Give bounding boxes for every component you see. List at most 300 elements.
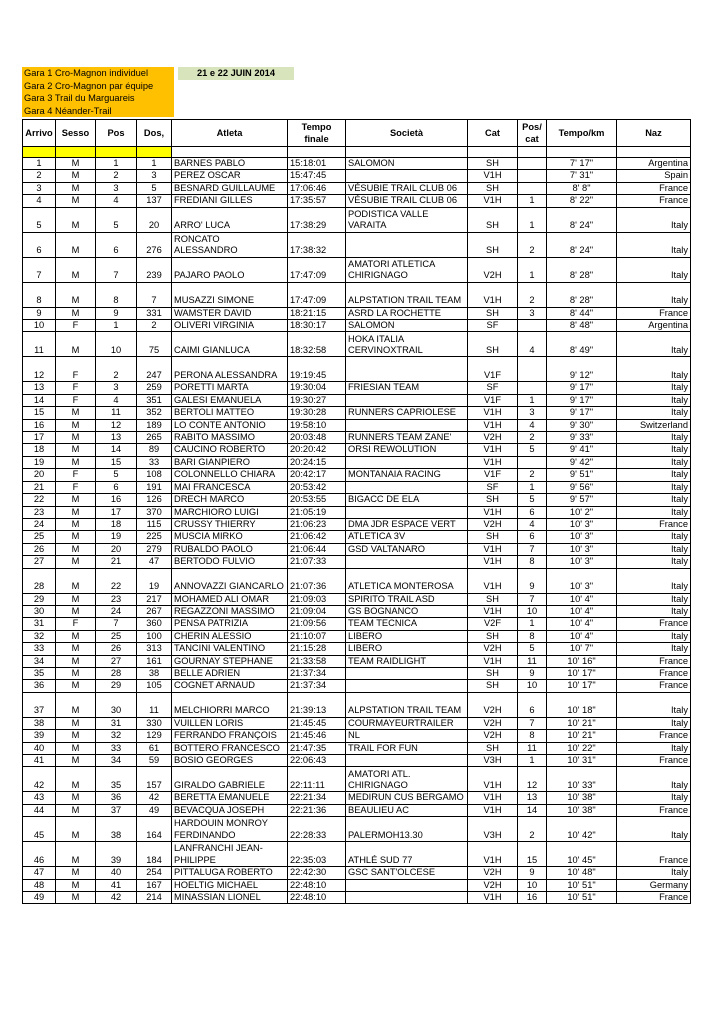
table-row	[23, 232, 691, 257]
blank-cell	[346, 147, 468, 158]
cell-cat: V2H	[468, 257, 518, 282]
cell-tempokm: 10' 22"	[547, 742, 617, 754]
cell-pos: 1	[96, 158, 137, 170]
cell-atleta: GOURNAY STEPHANE	[172, 655, 288, 667]
cell-tempokm: 10' 51"	[547, 879, 617, 891]
legend-gara-3: Gara 3 Trail du Marguareis	[22, 92, 174, 105]
cell-atleta: MAI FRANCESCA	[172, 481, 288, 493]
header-sesso: Sesso	[56, 120, 96, 147]
cell-atleta: PEREZ OSCAR	[172, 170, 288, 182]
cell-sesso: M	[56, 282, 96, 307]
cell-atleta: MARCHIORO LUIGI	[172, 506, 288, 518]
blank-cell	[172, 147, 288, 158]
table-row	[23, 257, 691, 282]
cell-tempo: 19:30:27	[288, 394, 346, 406]
cell-cat: V1H	[468, 655, 518, 667]
cell-tempokm: 10' 4"	[547, 618, 617, 630]
cell-atleta: BOSIO GEORGES	[172, 755, 288, 767]
cell-atleta: MELCHIORRI MARCO	[172, 692, 288, 717]
cell-arrivo: 41	[23, 755, 56, 767]
cell-arrivo: 30	[23, 605, 56, 617]
cell-naz: Italy	[617, 568, 691, 593]
header-dos: Dos,	[137, 120, 172, 147]
cell-pos: 38	[96, 817, 137, 842]
cell-sesso: F	[56, 618, 96, 630]
cell-pos: 2	[96, 170, 137, 182]
table-row	[23, 817, 691, 842]
cell-dos: 2	[137, 320, 172, 332]
cell-sesso: M	[56, 257, 96, 282]
cell-poscat: 15	[518, 842, 547, 867]
cell-cat: SH	[468, 593, 518, 605]
cell-tempo: 22:48:10	[288, 879, 346, 891]
cell-societa: VÉSUBIE TRAIL CLUB 06	[346, 195, 468, 207]
cell-dos: 3	[137, 170, 172, 182]
cell-societa	[346, 419, 468, 431]
table-row	[23, 568, 691, 593]
cell-naz: France	[617, 680, 691, 692]
cell-naz: Italy	[617, 407, 691, 419]
cell-arrivo: 31	[23, 618, 56, 630]
cell-cat: V1H	[468, 842, 518, 867]
cell-societa: GSD VALTANARO	[346, 543, 468, 555]
cell-tempokm: 10' 3"	[547, 518, 617, 530]
cell-sesso: F	[56, 481, 96, 493]
cell-tempo: 21:07:36	[288, 568, 346, 593]
cell-dos: 276	[137, 232, 172, 257]
cell-tempo: 21:06:42	[288, 531, 346, 543]
cell-tempo: 22:21:36	[288, 804, 346, 816]
table-row	[23, 543, 691, 555]
cell-tempo: 20:53:42	[288, 481, 346, 493]
cell-poscat: 4	[518, 419, 547, 431]
cell-cat: V1F	[468, 469, 518, 481]
cell-poscat: 5	[518, 643, 547, 655]
cell-poscat: 1	[518, 195, 547, 207]
cell-tempokm: 9' 12"	[547, 357, 617, 382]
cell-pos: 24	[96, 605, 137, 617]
cell-sesso: M	[56, 543, 96, 555]
cell-tempo: 15:18:01	[288, 158, 346, 170]
cell-tempokm: 8' 44"	[547, 307, 617, 319]
cell-naz: Italy	[617, 207, 691, 232]
cell-atleta: PERONA ALESSANDRA	[172, 357, 288, 382]
cell-arrivo: 25	[23, 531, 56, 543]
cell-pos: 4	[96, 195, 137, 207]
cell-pos: 17	[96, 506, 137, 518]
cell-societa	[346, 394, 468, 406]
cell-atleta: BERTOLI MATTEO	[172, 407, 288, 419]
cell-atleta: FERRANDO FRANÇOIS	[172, 730, 288, 742]
cell-cat: V2H	[468, 518, 518, 530]
table-row	[23, 804, 691, 816]
cell-dos: 49	[137, 804, 172, 816]
cell-pos: 2	[96, 357, 137, 382]
cell-sesso: M	[56, 767, 96, 792]
cell-sesso: M	[56, 842, 96, 867]
cell-tempo: 21:07:33	[288, 556, 346, 568]
cell-arrivo: 10	[23, 320, 56, 332]
cell-arrivo: 15	[23, 407, 56, 419]
cell-dos: 259	[137, 382, 172, 394]
cell-cat: V1H	[468, 892, 518, 904]
header-pos: Pos	[96, 120, 137, 147]
cell-cat: V1H	[468, 456, 518, 468]
cell-poscat: 2	[518, 232, 547, 257]
cell-sesso: M	[56, 655, 96, 667]
cell-societa	[346, 506, 468, 518]
cell-poscat: 9	[518, 568, 547, 593]
cell-sesso: M	[56, 792, 96, 804]
cell-tempokm: 8' 22"	[547, 195, 617, 207]
cell-sesso: M	[56, 158, 96, 170]
cell-tempokm: 10' 2"	[547, 506, 617, 518]
cell-cat: V1H	[468, 605, 518, 617]
cell-societa: VÉSUBIE TRAIL CLUB 06	[346, 182, 468, 194]
table-row	[23, 394, 691, 406]
cell-atleta: BEVACQUA JOSEPH	[172, 804, 288, 816]
cell-cat: SH	[468, 667, 518, 679]
cell-pos: 28	[96, 667, 137, 679]
cell-sesso: F	[56, 382, 96, 394]
cell-tempo: 18:32:58	[288, 332, 346, 357]
cell-pos: 22	[96, 568, 137, 593]
cell-tempokm: 10' 4"	[547, 630, 617, 642]
table-row	[23, 332, 691, 357]
cell-naz: Italy	[617, 456, 691, 468]
cell-societa: SALOMON	[346, 158, 468, 170]
cell-naz: Germany	[617, 879, 691, 891]
cell-tempo: 21:37:34	[288, 680, 346, 692]
cell-dos: 33	[137, 456, 172, 468]
cell-sesso: M	[56, 593, 96, 605]
cell-poscat: 16	[518, 892, 547, 904]
cell-sesso: M	[56, 804, 96, 816]
cell-dos: 191	[137, 481, 172, 493]
cell-societa: NL	[346, 730, 468, 742]
cell-naz: Italy	[617, 444, 691, 456]
cell-atleta: CAUCINO ROBERTO	[172, 444, 288, 456]
table-row	[23, 170, 691, 182]
cell-sesso: M	[56, 867, 96, 879]
cell-tempo: 21:09:04	[288, 605, 346, 617]
cell-pos: 7	[96, 618, 137, 630]
cell-cat: SH	[468, 742, 518, 754]
cell-societa: ATLETICA 3V	[346, 531, 468, 543]
cell-sesso: M	[56, 494, 96, 506]
cell-pos: 19	[96, 531, 137, 543]
cell-sesso: M	[56, 456, 96, 468]
cell-atleta: COGNET ARNAUD	[172, 680, 288, 692]
cell-dos: 1	[137, 158, 172, 170]
header-societa: Società	[346, 120, 468, 147]
cell-tempokm: 9' 51"	[547, 469, 617, 481]
cell-poscat	[518, 382, 547, 394]
cell-pos: 5	[96, 469, 137, 481]
cell-pos: 37	[96, 804, 137, 816]
cell-dos: 108	[137, 469, 172, 481]
table-row	[23, 892, 691, 904]
cell-naz: Italy	[617, 232, 691, 257]
cell-societa: DMA JDR ESPACE VERT	[346, 518, 468, 530]
cell-tempokm: 9' 17"	[547, 382, 617, 394]
cell-tempokm: 10' 45"	[547, 842, 617, 867]
cell-poscat: 9	[518, 867, 547, 879]
cell-sesso: M	[56, 667, 96, 679]
cell-naz: Italy	[617, 692, 691, 717]
cell-sesso: M	[56, 605, 96, 617]
cell-dos: 217	[137, 593, 172, 605]
cell-dos: 352	[137, 407, 172, 419]
cell-sesso: M	[56, 568, 96, 593]
cell-atleta: BARNES PABLO	[172, 158, 288, 170]
cell-dos: 11	[137, 692, 172, 717]
cell-cat: SH	[468, 332, 518, 357]
cell-dos: 20	[137, 207, 172, 232]
cell-societa	[346, 755, 468, 767]
cell-tempo: 19:30:04	[288, 382, 346, 394]
cell-dos: 267	[137, 605, 172, 617]
cell-tempokm: 10' 18"	[547, 692, 617, 717]
cell-arrivo: 3	[23, 182, 56, 194]
table-row	[23, 382, 691, 394]
cell-poscat: 7	[518, 717, 547, 729]
cell-tempo: 21:06:23	[288, 518, 346, 530]
table-row	[23, 655, 691, 667]
cell-poscat: 13	[518, 792, 547, 804]
cell-pos: 12	[96, 419, 137, 431]
cell-tempokm: 10' 7"	[547, 643, 617, 655]
cell-arrivo: 13	[23, 382, 56, 394]
cell-societa: FRIESIAN TEAM	[346, 382, 468, 394]
cell-societa: ALPSTATION TRAIL TEAM	[346, 282, 468, 307]
cell-atleta: GIRALDO GABRIELE	[172, 767, 288, 792]
cell-pos: 26	[96, 643, 137, 655]
cell-tempo: 19:58:10	[288, 419, 346, 431]
cell-arrivo: 45	[23, 817, 56, 842]
cell-naz: Italy	[617, 531, 691, 543]
cell-cat: V2H	[468, 879, 518, 891]
cell-naz: Italy	[617, 543, 691, 555]
cell-tempokm: 9' 57"	[547, 494, 617, 506]
table-row	[23, 506, 691, 518]
cell-dos: 129	[137, 730, 172, 742]
cell-societa: RUNNERS CAPRIOLESE	[346, 407, 468, 419]
cell-societa	[346, 232, 468, 257]
cell-naz: France	[617, 182, 691, 194]
cell-cat: V2H	[468, 432, 518, 444]
cell-societa: PODISTICA VALLE VARAITA	[346, 207, 468, 232]
highlight-cell	[56, 147, 96, 158]
cell-atleta: WAMSTER DAVID	[172, 307, 288, 319]
cell-tempokm: 9' 17"	[547, 394, 617, 406]
cell-sesso: M	[56, 170, 96, 182]
cell-arrivo: 29	[23, 593, 56, 605]
cell-poscat: 8	[518, 556, 547, 568]
cell-sesso: M	[56, 506, 96, 518]
cell-dos: 167	[137, 879, 172, 891]
table-row	[23, 692, 691, 717]
cell-cat: V1H	[468, 282, 518, 307]
cell-sesso: M	[56, 307, 96, 319]
race-legend	[22, 67, 174, 117]
cell-pos: 23	[96, 593, 137, 605]
cell-societa	[346, 879, 468, 891]
cell-naz: France	[617, 842, 691, 867]
cell-arrivo: 8	[23, 282, 56, 307]
cell-tempo: 21:06:44	[288, 543, 346, 555]
cell-atleta: PAJARO PAOLO	[172, 257, 288, 282]
cell-arrivo: 22	[23, 494, 56, 506]
cell-naz: France	[617, 655, 691, 667]
cell-pos: 32	[96, 730, 137, 742]
cell-poscat: 10	[518, 680, 547, 692]
cell-atleta: BELLE ADRIEN	[172, 667, 288, 679]
cell-tempo: 20:20:42	[288, 444, 346, 456]
cell-societa	[346, 456, 468, 468]
cell-sesso: M	[56, 730, 96, 742]
table-row	[23, 792, 691, 804]
cell-sesso: F	[56, 320, 96, 332]
cell-naz: Italy	[617, 432, 691, 444]
cell-pos: 4	[96, 394, 137, 406]
cell-cat: V1H	[468, 195, 518, 207]
cell-tempo: 17:38:32	[288, 232, 346, 257]
cell-cat: V2H	[468, 717, 518, 729]
cell-naz: France	[617, 730, 691, 742]
cell-poscat: 4	[518, 332, 547, 357]
cell-dos: 254	[137, 867, 172, 879]
cell-dos: 42	[137, 792, 172, 804]
cell-atleta: BESNARD GUILLAUME	[172, 182, 288, 194]
cell-pos: 33	[96, 742, 137, 754]
cell-arrivo: 14	[23, 394, 56, 406]
cell-poscat	[518, 320, 547, 332]
cell-tempokm: 9' 41"	[547, 444, 617, 456]
cell-tempokm: 10' 38"	[547, 804, 617, 816]
table-row	[23, 667, 691, 679]
cell-pos: 13	[96, 432, 137, 444]
cell-sesso: M	[56, 182, 96, 194]
table-row	[23, 444, 691, 456]
cell-dos: 265	[137, 432, 172, 444]
cell-arrivo: 43	[23, 792, 56, 804]
cell-dos: 5	[137, 182, 172, 194]
cell-societa: ATLETICA MONTEROSA	[346, 568, 468, 593]
cell-pos: 27	[96, 655, 137, 667]
cell-naz: France	[617, 667, 691, 679]
table-row	[23, 320, 691, 332]
cell-cat: SH	[468, 207, 518, 232]
cell-poscat: 10	[518, 879, 547, 891]
cell-naz: France	[617, 195, 691, 207]
cell-dos: 351	[137, 394, 172, 406]
cell-naz: Spain	[617, 170, 691, 182]
cell-tempo: 22:21:34	[288, 792, 346, 804]
cell-cat: SF	[468, 320, 518, 332]
cell-tempokm: 10' 3"	[547, 568, 617, 593]
cell-dos: 330	[137, 717, 172, 729]
cell-societa: TRAIL FOR FUN	[346, 742, 468, 754]
cell-arrivo: 7	[23, 257, 56, 282]
cell-dos: 75	[137, 332, 172, 357]
cell-atleta: REGAZZONI MASSIMO	[172, 605, 288, 617]
cell-atleta: MUSCIA MIRKO	[172, 531, 288, 543]
cell-tempo: 21:47:35	[288, 742, 346, 754]
header-atleta: Atleta	[172, 120, 288, 147]
cell-tempokm: 10' 21"	[547, 730, 617, 742]
cell-tempokm: 10' 4"	[547, 605, 617, 617]
cell-naz: Italy	[617, 817, 691, 842]
cell-sesso: M	[56, 643, 96, 655]
table-row	[23, 605, 691, 617]
cell-atleta: OLIVERI VIRGINIA	[172, 320, 288, 332]
table-row	[23, 282, 691, 307]
cell-societa: AMATORI ATL. CHIRIGNAGO	[346, 767, 468, 792]
cell-arrivo: 17	[23, 432, 56, 444]
cell-sesso: M	[56, 742, 96, 754]
cell-societa: HOKA ITALIA CERVINOXTRAIL	[346, 332, 468, 357]
cell-sesso: M	[56, 419, 96, 431]
cell-sesso: M	[56, 207, 96, 232]
cell-arrivo: 12	[23, 357, 56, 382]
cell-societa	[346, 892, 468, 904]
cell-pos: 20	[96, 543, 137, 555]
cell-tempokm: 8' 48"	[547, 320, 617, 332]
cell-tempo: 18:30:17	[288, 320, 346, 332]
cell-societa: MONTANAIA RACING	[346, 469, 468, 481]
cell-atleta: LO CONTE ANTONIO	[172, 419, 288, 431]
highlight-cell	[137, 147, 172, 158]
cell-pos: 25	[96, 630, 137, 642]
header-tempokm: Tempo/km	[547, 120, 617, 147]
cell-tempokm: 7' 31"	[547, 170, 617, 182]
cell-cat: V2H	[468, 643, 518, 655]
cell-naz: Italy	[617, 469, 691, 481]
cell-dos: 184	[137, 842, 172, 867]
cell-dos: 126	[137, 494, 172, 506]
cell-poscat: 1	[518, 618, 547, 630]
cell-atleta: MUSAZZI SIMONE	[172, 282, 288, 307]
cell-dos: 360	[137, 618, 172, 630]
cell-poscat: 8	[518, 730, 547, 742]
cell-tempo: 21:09:03	[288, 593, 346, 605]
cell-tempo: 22:11:11	[288, 767, 346, 792]
cell-atleta: BERETTA EMANUELE	[172, 792, 288, 804]
cell-poscat: 1	[518, 755, 547, 767]
cell-tempokm: 9' 17"	[547, 407, 617, 419]
cell-dos: 59	[137, 755, 172, 767]
cell-dos: 161	[137, 655, 172, 667]
cell-poscat: 2	[518, 432, 547, 444]
cell-arrivo: 11	[23, 332, 56, 357]
cell-atleta: MINASSIAN LIONEL	[172, 892, 288, 904]
cell-poscat: 1	[518, 481, 547, 493]
header-arrivo: Arrivo	[23, 120, 56, 147]
cell-tempo: 21:05:19	[288, 506, 346, 518]
cell-atleta: ANNOVAZZI GIANCARLO	[172, 568, 288, 593]
cell-societa: SALOMON	[346, 320, 468, 332]
cell-atleta: RONCATO ALESSANDRO	[172, 232, 288, 257]
cell-tempo: 22:06:43	[288, 755, 346, 767]
cell-dos: 214	[137, 892, 172, 904]
cell-tempo: 20:03:48	[288, 432, 346, 444]
cell-arrivo: 28	[23, 568, 56, 593]
table-row	[23, 643, 691, 655]
highlight-cell	[23, 147, 56, 158]
cell-cat: V1H	[468, 419, 518, 431]
cell-arrivo: 48	[23, 879, 56, 891]
